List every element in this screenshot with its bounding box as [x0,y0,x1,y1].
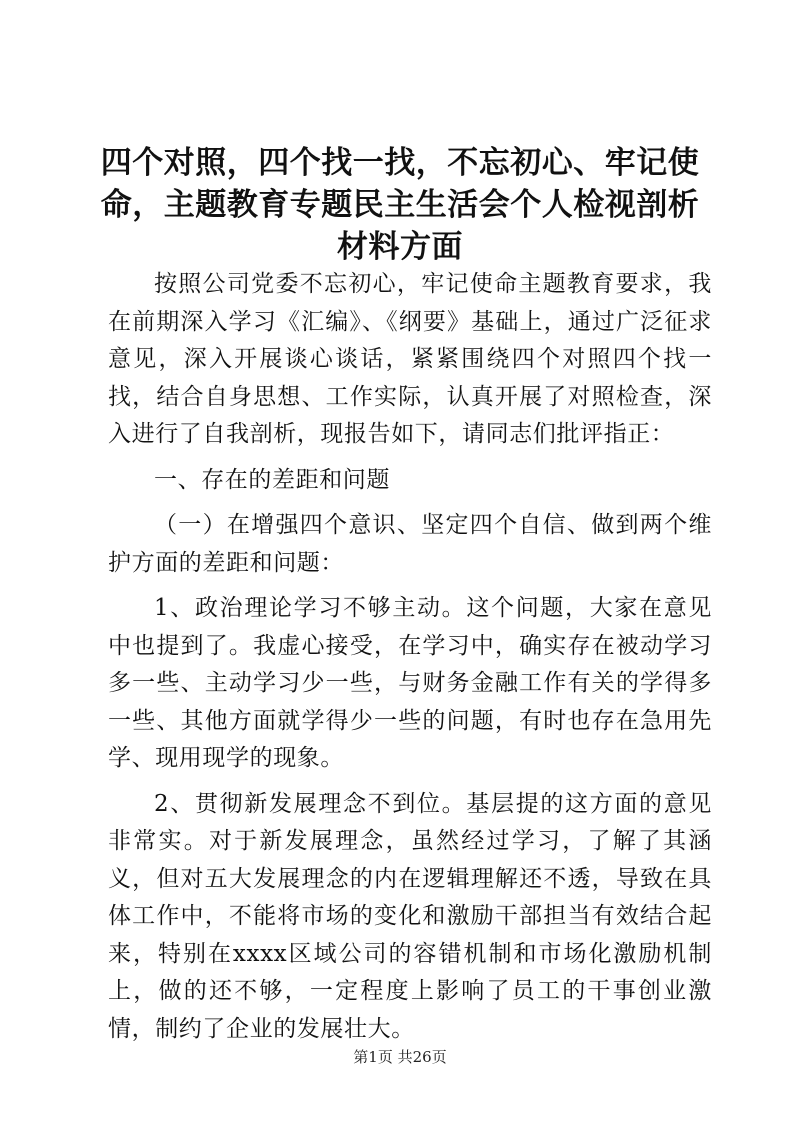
document-title: 四个对照，四个找一找，不忘初心、牢记使命，主题教育专题民主生活会个人检视剖析材料方面 [100,145,700,265]
issue-paragraph-2: 2、贯彻新发展理念不到位。基层提的这方面的意见非常实。对于新发展理念，虽然经过学习，了解了其涵义，但对五大发展理念的内在逻辑理解还不透，导致在具体工作中，不能将市场的变化和激励干部担当有效结合起来，特别在xxxx区域公司的容错机制和市场化激励机制上，做的还不够，一定程度上影响了员工的干事创业激情，制约了企业的发展壮大。 [108,790,712,1042]
subsection-heading: （一）在增强四个意识、坚定四个自信、做到两个维护方面的差距和问题： [108,512,712,576]
intro-paragraph: 按照公司党委不忘初心，牢记使命主题教育要求，我在前期深入学习《汇编》、《纲要》基础上，通过广泛征求意见，深入开展谈心谈话，紧紧围绕四个对照四个找一找，结合自身思想、工作实际，认真开展了对照检查，深入进行了自我剖析，现报告如下，请同志们批评指正： [108,271,712,447]
page-number-footer: 第1页 共26页 [353,1048,447,1066]
document-body [108,266,712,1056]
issue-paragraph-1: 1、政治理论学习不够主动。这个问题，大家在意见中也提到了。我虚心接受，在学习中，确实存在被动学习多一些、主动学习少一些，与财务金融工作有关的学得多一些、其他方面就学得少一些的问题，有时也存在急用先学、现用现学的现象。 [108,595,712,771]
section-heading: 一、存在的差距和问题 [154,466,390,493]
